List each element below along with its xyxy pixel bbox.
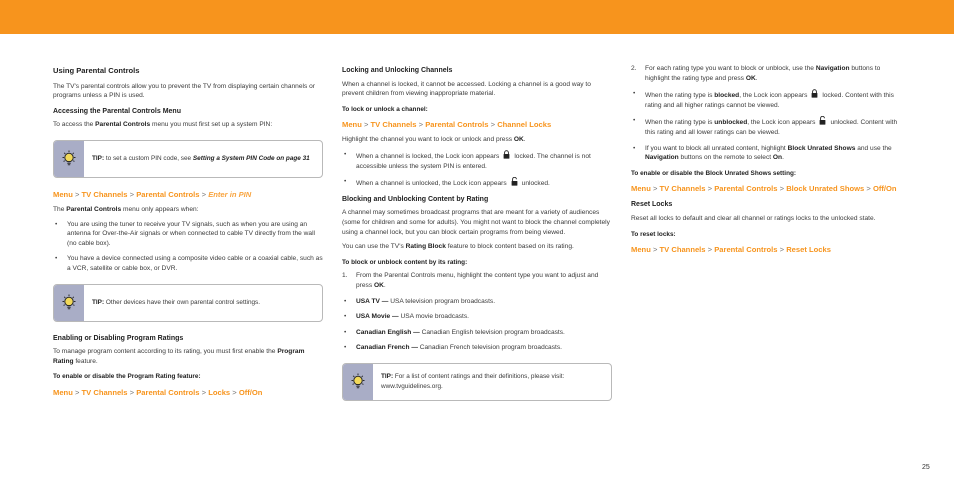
rating-state-list <box>631 89 903 163</box>
rating-block-intro: A channel may sometimes broadcast programs that are meant for a variety of audiences (some for children and some for adults). You might not want to block the channel completely using a channel lock, but you can block certain programs from being viewed. <box>342 209 610 236</box>
list-item: • Canadian English — Canadian English television program broadcasts. <box>342 328 612 338</box>
column-middle <box>342 64 612 413</box>
conditions-list <box>53 220 323 274</box>
lightbulb-icon <box>343 364 373 400</box>
tip-box-ratings: TIP: For a list of content ratings and their definitions, please visit: www.tvguidelines.org. <box>342 363 612 401</box>
list-item: • When a channel is locked, the Lock icon appears locked. The channel is not accessible unless the system PIN is entered. <box>342 150 612 171</box>
reset-intro: Reset all locks to default and clear all channel or ratings locks to the unlocked state. <box>631 214 876 222</box>
tip-label: TIP: <box>381 373 394 381</box>
list-item: • When a channel is unlocked, the Lock icon appears unlocked. <box>342 177 612 189</box>
highlight-text: Highlight the channel you want to lock or unlock and press OK. <box>342 136 526 144</box>
list-item: • When the rating type is unblocked, the Lock icon appears unlocked. Content with this rating and all lower ratings can be viewed. <box>631 116 903 137</box>
list-item: 2. For each rating type you want to block or unblock, use the Navigation buttons to highlight the rating type and press OK. <box>631 65 881 82</box>
top-banner <box>0 0 954 34</box>
list-item: • You have a device connected using a composite video cable or a coaxial cable, such as a VCR, satellite or cable box, or DVR. <box>53 254 323 273</box>
list-item: • Canadian French — Canadian French television program broadcasts. <box>342 343 612 353</box>
lock-closed-icon <box>811 89 818 98</box>
list-item: • You are using the tuner to receive your TV signals, such as when you are using an antenna for Over-the-Air signals or when connected to cable TV directly from the wall (no cable box). <box>53 220 323 249</box>
access-heading: Accessing the Parental Controls Menu <box>53 107 181 115</box>
page-number: 25 <box>922 464 930 471</box>
tip-url-link[interactable]: www.tvguidelines.org. <box>381 382 443 390</box>
tip-box-devices: TIP: Other devices have their own parental control settings. <box>53 284 323 322</box>
menu-path-enter-pin: Menu > TV Channels > Parental Controls > Enter in PIN <box>53 189 252 199</box>
lock-subheading: To lock or unlock a channel: <box>342 105 428 113</box>
lock-closed-icon <box>503 150 510 159</box>
reset-heading: Reset Locks <box>631 201 673 209</box>
lock-intro: When a channel is locked, it cannot be accessed. Locking a channel is a good way to prevent children from viewing inappropriate material. <box>342 80 591 98</box>
reset-subheading: To reset locks: <box>631 230 676 238</box>
menu-path-block-unrated: Menu > TV Channels > Parental Controls > Block Unrated Shows > Off/On <box>631 184 897 194</box>
block-subheading: To block or unblock content by its rating: <box>342 258 468 266</box>
steps-list-continued <box>631 64 903 83</box>
tip-link[interactable]: Setting a System PIN Code on page 31 <box>192 155 310 163</box>
steps-list <box>342 271 612 290</box>
unrated-subheading: To enable or disable the Block Unrated Shows setting: <box>631 169 796 177</box>
lightbulb-icon <box>54 285 84 321</box>
content-types-list <box>342 297 612 353</box>
tip-label: TIP: <box>92 155 105 163</box>
column-left <box>53 64 323 403</box>
access-text: To access the Parental Controls menu you must first set up a system PIN: <box>53 121 273 129</box>
lightbulb-icon <box>54 141 84 177</box>
list-item: • If you want to block all unrated content, highlight Block Unrated Shows and use the Navigation buttons on the remote to select On. <box>631 144 903 163</box>
list-item: 1. From the Parental Controls menu, highlight the content type you want to adjust and press OK. <box>342 272 599 289</box>
menu-appears-text: The Parental Controls menu only appears when: <box>53 205 199 213</box>
menu-path-locks: Menu > TV Channels > Parental Controls > Locks > Off/On <box>53 387 263 397</box>
lock-list <box>342 150 612 189</box>
lock-open-icon <box>511 177 518 186</box>
menu-path-channel-locks: Menu > TV Channels > Parental Controls > Channel Locks <box>342 120 552 130</box>
list-item: • USA TV — USA television program broadcasts. <box>342 297 612 307</box>
rating-block-heading: Blocking and Unblocking Content by Rating <box>342 195 489 203</box>
intro-text: The TV's parental controls allow you to prevent the TV from displaying certain channels or programs unless a PIN is used. <box>53 82 315 100</box>
rating-text: To manage program content according to its rating, you must first enable the Program Rating feature. <box>53 348 305 365</box>
column-right <box>631 64 903 260</box>
lock-open-icon <box>819 116 826 125</box>
section-title: Using Parental Controls <box>53 66 140 75</box>
lock-heading: Locking and Unlocking Channels <box>342 67 453 74</box>
tip-box-pin: TIP: to set a custom PIN code, see Setting a System PIN Code on page 31 <box>53 140 323 178</box>
tip-label: TIP: <box>92 298 105 306</box>
rating-subheading: To enable or disable the Program Rating feature: <box>53 373 201 381</box>
list-item: • USA Movie — USA movie broadcasts. <box>342 312 612 322</box>
menu-path-reset-locks: Menu > TV Channels > Parental Controls > Reset Locks <box>631 245 831 255</box>
rating-heading: Enabling or Disabling Program Ratings <box>53 334 184 342</box>
list-item: • When the rating type is blocked, the Lock icon appears locked. Content with this rating and all higher ratings cannot be viewed. <box>631 89 903 110</box>
rating-block-use: You can use the TV's Rating Block feature to block content based on its rating. <box>342 243 574 251</box>
